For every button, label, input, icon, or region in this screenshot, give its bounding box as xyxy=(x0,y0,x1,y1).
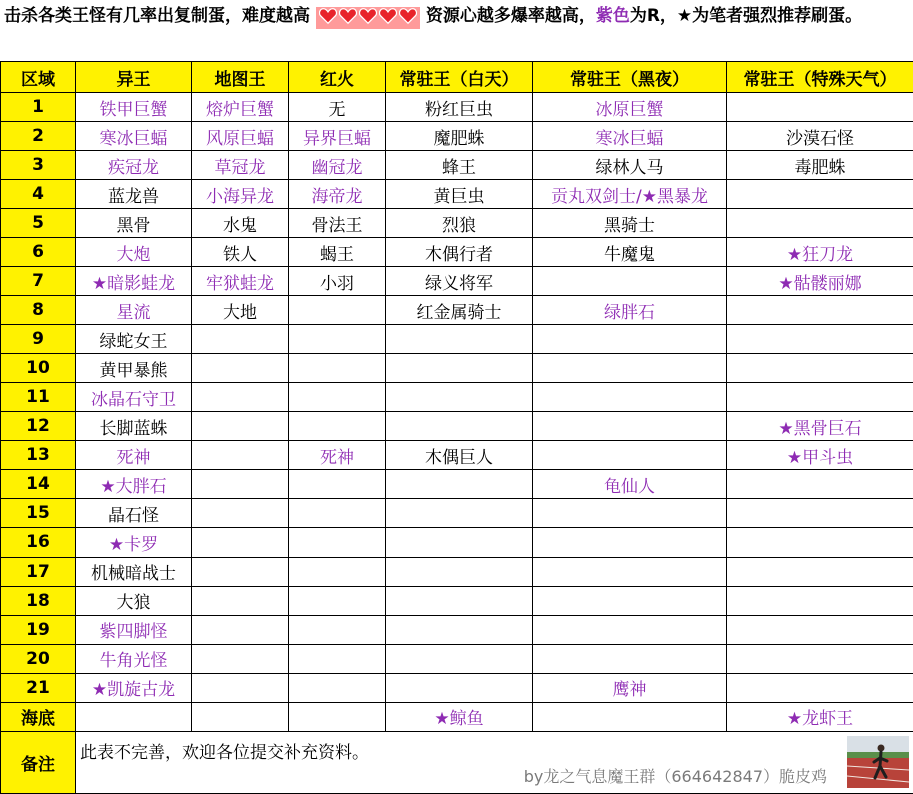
boss-cell xyxy=(192,615,289,644)
boss-cell: 龟仙人 xyxy=(533,470,727,499)
boss-cell: 异界巨蝠 xyxy=(289,122,386,151)
boss-cell xyxy=(727,470,913,499)
boss-cell: 无 xyxy=(289,93,386,122)
boss-cell: 晶石怪 xyxy=(76,499,192,528)
boss-cell: 寒冰巨蝠 xyxy=(533,122,727,151)
boss-cell xyxy=(386,673,533,702)
boss-cell: 铁人 xyxy=(192,238,289,267)
boss-cell: ★狂刀龙 xyxy=(727,238,913,267)
zone-cell: 3 xyxy=(1,151,76,180)
boss-cell xyxy=(386,412,533,441)
boss-cell: 鹰神 xyxy=(533,673,727,702)
boss-cell: 大炮 xyxy=(76,238,192,267)
boss-cell: 冰原巨蟹 xyxy=(533,93,727,122)
boss-cell xyxy=(289,499,386,528)
boss-cell xyxy=(727,296,913,325)
boss-cell: 寒冰巨蝠 xyxy=(76,122,192,151)
boss-cell xyxy=(533,267,727,296)
credit-text: by龙之气息魔王群（664642847）脆皮鸡 xyxy=(523,767,827,786)
boss-cell: 风原巨蝠 xyxy=(192,122,289,151)
zone-cell: 16 xyxy=(1,528,76,557)
heart-icon xyxy=(399,7,417,25)
boss-cell: 黄甲暴熊 xyxy=(76,354,192,383)
boss-cell xyxy=(727,586,913,615)
table-row xyxy=(1,673,913,702)
boss-cell xyxy=(289,383,386,412)
note-label: 备注 xyxy=(1,732,76,794)
column-header: 常驻王（特殊天气） xyxy=(727,62,913,93)
boss-cell xyxy=(289,354,386,383)
boss-cell: ★鲸鱼 xyxy=(386,702,533,731)
boss-cell xyxy=(533,615,727,644)
boss-cell xyxy=(289,615,386,644)
note-cell xyxy=(76,732,913,794)
boss-cell xyxy=(727,354,913,383)
boss-cell: 粉红巨虫 xyxy=(386,93,533,122)
zone-cell: 20 xyxy=(1,644,76,673)
boss-cell xyxy=(289,557,386,586)
table-header-row xyxy=(1,62,913,93)
boss-cell: ★骷髅丽娜 xyxy=(727,267,913,296)
boss-cell: 魔肥蛛 xyxy=(386,122,533,151)
table-row xyxy=(1,383,913,412)
boss-cell xyxy=(192,673,289,702)
column-header: 地图王 xyxy=(192,62,289,93)
boss-cell: 机械暗战士 xyxy=(76,557,192,586)
intro-part-2: 资源心越多爆率越高， xyxy=(425,6,596,26)
table-row xyxy=(1,499,913,528)
boss-cell xyxy=(192,383,289,412)
boss-cell xyxy=(386,528,533,557)
zone-cell: 13 xyxy=(1,441,76,470)
table-row xyxy=(1,528,913,557)
boss-cell: 绿林人马 xyxy=(533,151,727,180)
boss-cell: 蜂王 xyxy=(386,151,533,180)
boss-cell xyxy=(727,325,913,354)
table-row xyxy=(1,470,913,499)
heart-icon xyxy=(339,7,357,25)
intro-purple-word: 紫色 xyxy=(595,6,630,26)
table-row xyxy=(1,209,913,238)
boss-cell: 木偶行者 xyxy=(386,238,533,267)
runner-photo-icon xyxy=(847,736,909,788)
boss-cell: ★甲斗虫 xyxy=(727,441,913,470)
boss-cell: 毒肥蛛 xyxy=(727,151,913,180)
boss-cell xyxy=(533,412,727,441)
boss-cell xyxy=(533,499,727,528)
boss-cell: 蝎王 xyxy=(289,238,386,267)
boss-cell xyxy=(386,470,533,499)
boss-cell xyxy=(386,354,533,383)
table-row xyxy=(1,151,913,180)
boss-cell xyxy=(289,673,386,702)
boss-cell: 大地 xyxy=(192,296,289,325)
boss-cell: 冰晶石守卫 xyxy=(76,383,192,412)
zone-cell: 6 xyxy=(1,238,76,267)
boss-cell xyxy=(386,586,533,615)
boss-cell: 木偶巨人 xyxy=(386,441,533,470)
zone-cell: 18 xyxy=(1,586,76,615)
intro-part-3: 为R，★为笔者强烈推荐刷蛋。 xyxy=(629,6,863,26)
note-row xyxy=(1,732,913,794)
boss-cell: 贡丸双剑士/★黑暴龙 xyxy=(533,180,727,209)
boss-cell xyxy=(533,354,727,383)
boss-cell: 绿义将军 xyxy=(386,267,533,296)
zone-cell: 8 xyxy=(1,296,76,325)
boss-cell xyxy=(727,209,913,238)
boss-cell: ★卡罗 xyxy=(76,528,192,557)
table-row xyxy=(1,557,913,586)
boss-cell: 熔炉巨蟹 xyxy=(192,93,289,122)
boss-cell xyxy=(386,644,533,673)
boss-cell xyxy=(192,528,289,557)
hearts-strip xyxy=(316,7,420,29)
boss-cell xyxy=(727,499,913,528)
boss-cell xyxy=(289,528,386,557)
table-row xyxy=(1,354,913,383)
zone-cell: 12 xyxy=(1,412,76,441)
heart-icon xyxy=(379,7,397,25)
boss-cell: 水鬼 xyxy=(192,209,289,238)
boss-cell xyxy=(289,702,386,731)
zone-cell: 1 xyxy=(1,93,76,122)
zone-cell: 4 xyxy=(1,180,76,209)
boss-cell xyxy=(533,383,727,412)
boss-cell: 烈狼 xyxy=(386,209,533,238)
boss-cell xyxy=(386,325,533,354)
boss-cell: ★暗影蛙龙 xyxy=(76,267,192,296)
boss-cell xyxy=(289,296,386,325)
zone-cell: 海底 xyxy=(1,702,76,731)
boss-cell: 红金属骑士 xyxy=(386,296,533,325)
boss-cell xyxy=(727,383,913,412)
zone-cell: 10 xyxy=(1,354,76,383)
boss-cell: 星流 xyxy=(76,296,192,325)
boss-cell: 死神 xyxy=(76,441,192,470)
boss-cell xyxy=(289,325,386,354)
boss-cell xyxy=(386,615,533,644)
boss-cell xyxy=(386,499,533,528)
boss-cell: 骨法王 xyxy=(289,209,386,238)
boss-cell: 铁甲巨蟹 xyxy=(76,93,192,122)
boss-cell xyxy=(533,586,727,615)
boss-cell xyxy=(192,470,289,499)
boss-cell: 黄巨虫 xyxy=(386,180,533,209)
boss-cell xyxy=(192,644,289,673)
heart-icon xyxy=(359,7,377,25)
boss-cell: ★大胖石 xyxy=(76,470,192,499)
boss-cell xyxy=(192,499,289,528)
boss-cell xyxy=(533,644,727,673)
zone-cell: 7 xyxy=(1,267,76,296)
boss-cell xyxy=(533,528,727,557)
table-row xyxy=(1,615,913,644)
boss-cell xyxy=(727,615,913,644)
boss-cell: 疾冠龙 xyxy=(76,151,192,180)
boss-cell: 黑骑士 xyxy=(533,209,727,238)
boss-cell: 长脚蓝蛛 xyxy=(76,412,192,441)
boss-cell: 蓝龙兽 xyxy=(76,180,192,209)
table-row xyxy=(1,644,913,673)
boss-cell xyxy=(192,325,289,354)
boss-cell: 绿胖石 xyxy=(533,296,727,325)
intro-text xyxy=(0,0,907,61)
boss-cell xyxy=(386,557,533,586)
table-body xyxy=(1,93,913,732)
zone-cell: 2 xyxy=(1,122,76,151)
boss-cell xyxy=(727,180,913,209)
boss-cell: 小海异龙 xyxy=(192,180,289,209)
boss-cell: 海帝龙 xyxy=(289,180,386,209)
table-row xyxy=(1,702,913,731)
table-row xyxy=(1,441,913,470)
zone-cell: 15 xyxy=(1,499,76,528)
column-header: 异王 xyxy=(76,62,192,93)
column-header: 常驻王（白天） xyxy=(386,62,533,93)
note-text: 此表不完善，欢迎各位提交补充资料。 xyxy=(80,743,369,763)
table-row xyxy=(1,325,913,354)
zone-cell: 17 xyxy=(1,557,76,586)
table-row xyxy=(1,238,913,267)
table-row xyxy=(1,122,913,151)
table-row xyxy=(1,296,913,325)
boss-cell: 牛角光怪 xyxy=(76,644,192,673)
boss-cell xyxy=(727,673,913,702)
boss-cell: 死神 xyxy=(289,441,386,470)
boss-cell xyxy=(727,528,913,557)
boss-cell xyxy=(76,702,192,731)
boss-cell: ★黑骨巨石 xyxy=(727,412,913,441)
boss-cell xyxy=(533,557,727,586)
boss-cell xyxy=(289,470,386,499)
column-header: 区域 xyxy=(1,62,76,93)
boss-cell xyxy=(192,412,289,441)
boss-cell: 大狼 xyxy=(76,586,192,615)
zone-cell: 21 xyxy=(1,673,76,702)
zone-cell: 11 xyxy=(1,383,76,412)
boss-cell xyxy=(533,441,727,470)
zone-cell: 9 xyxy=(1,325,76,354)
boss-cell: 小羽 xyxy=(289,267,386,296)
boss-cell xyxy=(533,702,727,731)
boss-cell xyxy=(192,441,289,470)
boss-cell: 牢狱蛙龙 xyxy=(192,267,289,296)
boss-cell xyxy=(192,702,289,731)
table-row xyxy=(1,180,913,209)
boss-cell: 黑骨 xyxy=(76,209,192,238)
boss-cell: 沙漠石怪 xyxy=(727,122,913,151)
table-row xyxy=(1,586,913,615)
boss-cell xyxy=(192,586,289,615)
zone-cell: 14 xyxy=(1,470,76,499)
table-row xyxy=(1,93,913,122)
boss-cell: 紫四脚怪 xyxy=(76,615,192,644)
intro-part-1: 击杀各类王怪有几率出复制蛋，难度越高 xyxy=(4,6,310,26)
boss-cell xyxy=(727,557,913,586)
heart-icon xyxy=(319,7,337,25)
zone-cell: 19 xyxy=(1,615,76,644)
boss-cell xyxy=(192,557,289,586)
boss-cell xyxy=(192,354,289,383)
column-header: 红火 xyxy=(289,62,386,93)
boss-cell xyxy=(289,412,386,441)
boss-cell: 草冠龙 xyxy=(192,151,289,180)
boss-cell: 牛魔鬼 xyxy=(533,238,727,267)
boss-cell xyxy=(289,586,386,615)
table-row xyxy=(1,412,913,441)
boss-cell xyxy=(727,644,913,673)
boss-cell: 绿蛇女王 xyxy=(76,325,192,354)
boss-cell: ★龙虾王 xyxy=(727,702,913,731)
boss-table xyxy=(0,61,913,794)
boss-cell: ★凯旋古龙 xyxy=(76,673,192,702)
boss-cell xyxy=(386,383,533,412)
column-header: 常驻王（黑夜） xyxy=(533,62,727,93)
boss-cell: 幽冠龙 xyxy=(289,151,386,180)
table-row xyxy=(1,267,913,296)
boss-cell xyxy=(289,644,386,673)
boss-cell xyxy=(533,325,727,354)
zone-cell: 5 xyxy=(1,209,76,238)
boss-cell xyxy=(727,93,913,122)
